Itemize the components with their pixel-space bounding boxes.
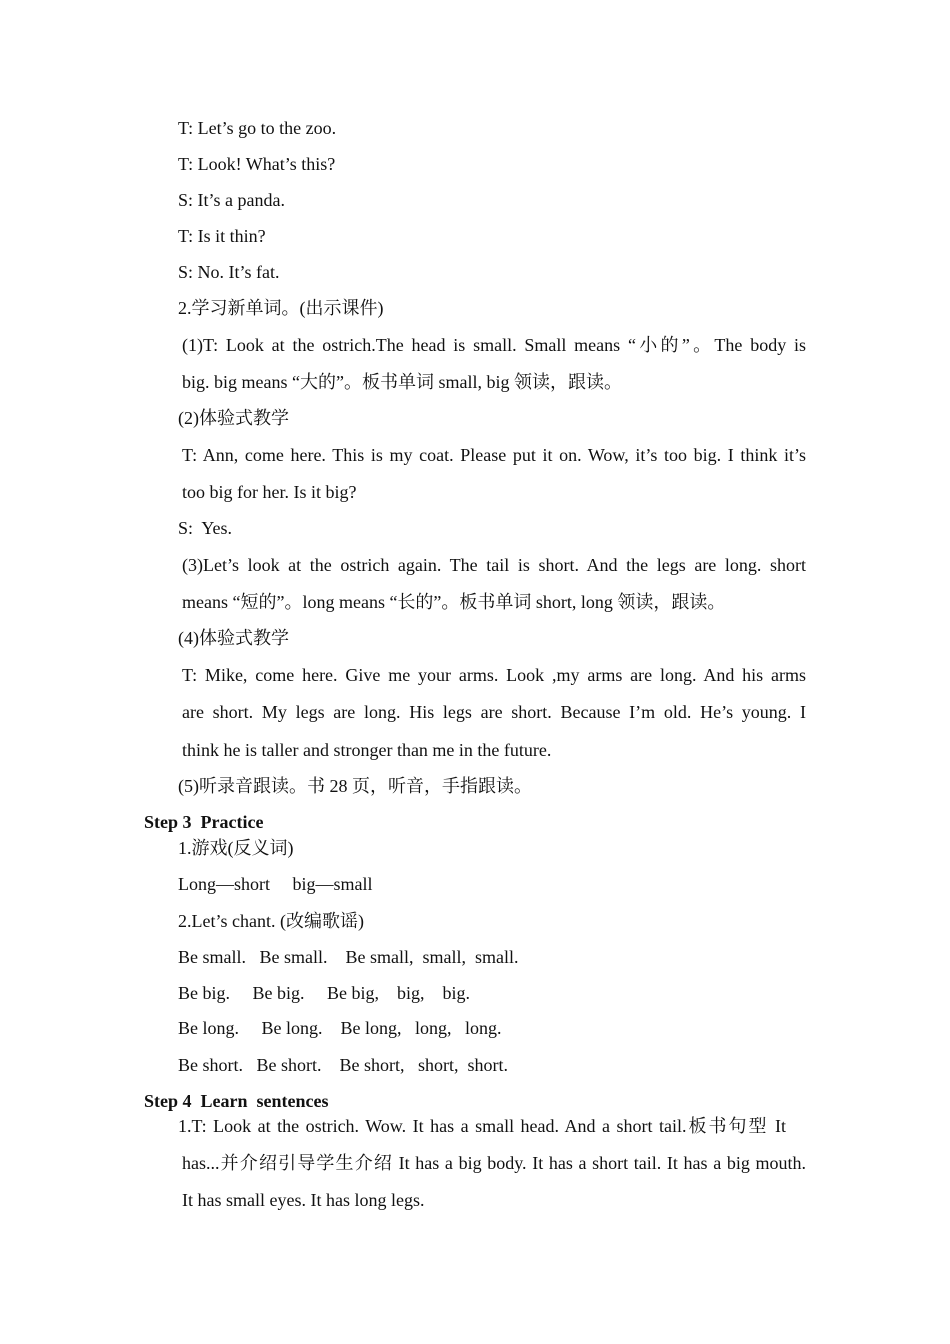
paragraph-line: has...并介绍引导学生介绍 It has a big body. It has a short tail. It has a big mouth. [182,1153,806,1173]
paragraph-line: 1.T: Look at the ostrich. Wow. It has a small head. And a short tail.板书句型 It [178,1116,786,1136]
list-item: Long—short big—small [178,874,373,894]
item-heading: (2)体验式教学 [178,408,289,428]
dialogue-line: T: Is it thin? [178,226,266,246]
chant-line: Be long. Be long. Be long, long, long. [178,1018,502,1038]
step3-heading: Step 3 Practice [144,812,264,832]
paragraph-line: are short. My legs are long. His legs are short. Because I’m old. He’s young. I [182,702,806,722]
paragraph-line: means “短的”。long means “长的”。板书单词 short, long 领读，跟读。 [182,592,726,612]
paragraph-line: (1)T: Look at the ostrich.The head is small. Small means “小的”。The body is [182,335,806,355]
dialogue-line: S: Yes. [178,518,233,538]
section-subheading: 2.学习新单词。(出示课件) [178,298,384,318]
paragraph-line: It has small eyes. It has long legs. [182,1190,425,1210]
list-item: 1.游戏(反义词) [178,838,294,858]
chant-line: Be short. Be short. Be short, short, short. [178,1055,508,1075]
chant-line: Be small. Be small. Be small, small, small. [178,947,519,967]
paragraph-line: T: Mike, come here. Give me your arms. Look ,my arms are long. And his arms [182,665,806,685]
paragraph-line: big. big means “大的”。板书单词 small, big 领读，跟读。 [182,372,622,392]
paragraph-line: T: Ann, come here. This is my coat. Please put it on. Wow, it’s too big. I think it’s [182,445,806,465]
dialogue-line: T: Look! What’s this? [178,154,336,174]
paragraph-line: (3)Let’s look at the ostrich again. The tail is short. And the legs are long. short [182,555,806,575]
dialogue-line: S: It’s a panda. [178,190,285,210]
step4-heading: Step 4 Learn sentences [144,1091,329,1111]
paragraph-line: too big for her. Is it big? [182,482,357,502]
item-heading: (4)体验式教学 [178,628,289,648]
item-heading: (5)听录音跟读。书 28 页，听音，手指跟读。 [178,776,532,796]
paragraph-line: think he is taller and stronger than me in the future. [182,740,552,760]
dialogue-line: S: No. It’s fat. [178,262,280,282]
list-item: 2.Let’s chant. (改编歌谣) [178,911,364,931]
dialogue-line: T: Let’s go to the zoo. [178,118,337,138]
chant-line: Be big. Be big. Be big, big, big. [178,983,470,1003]
